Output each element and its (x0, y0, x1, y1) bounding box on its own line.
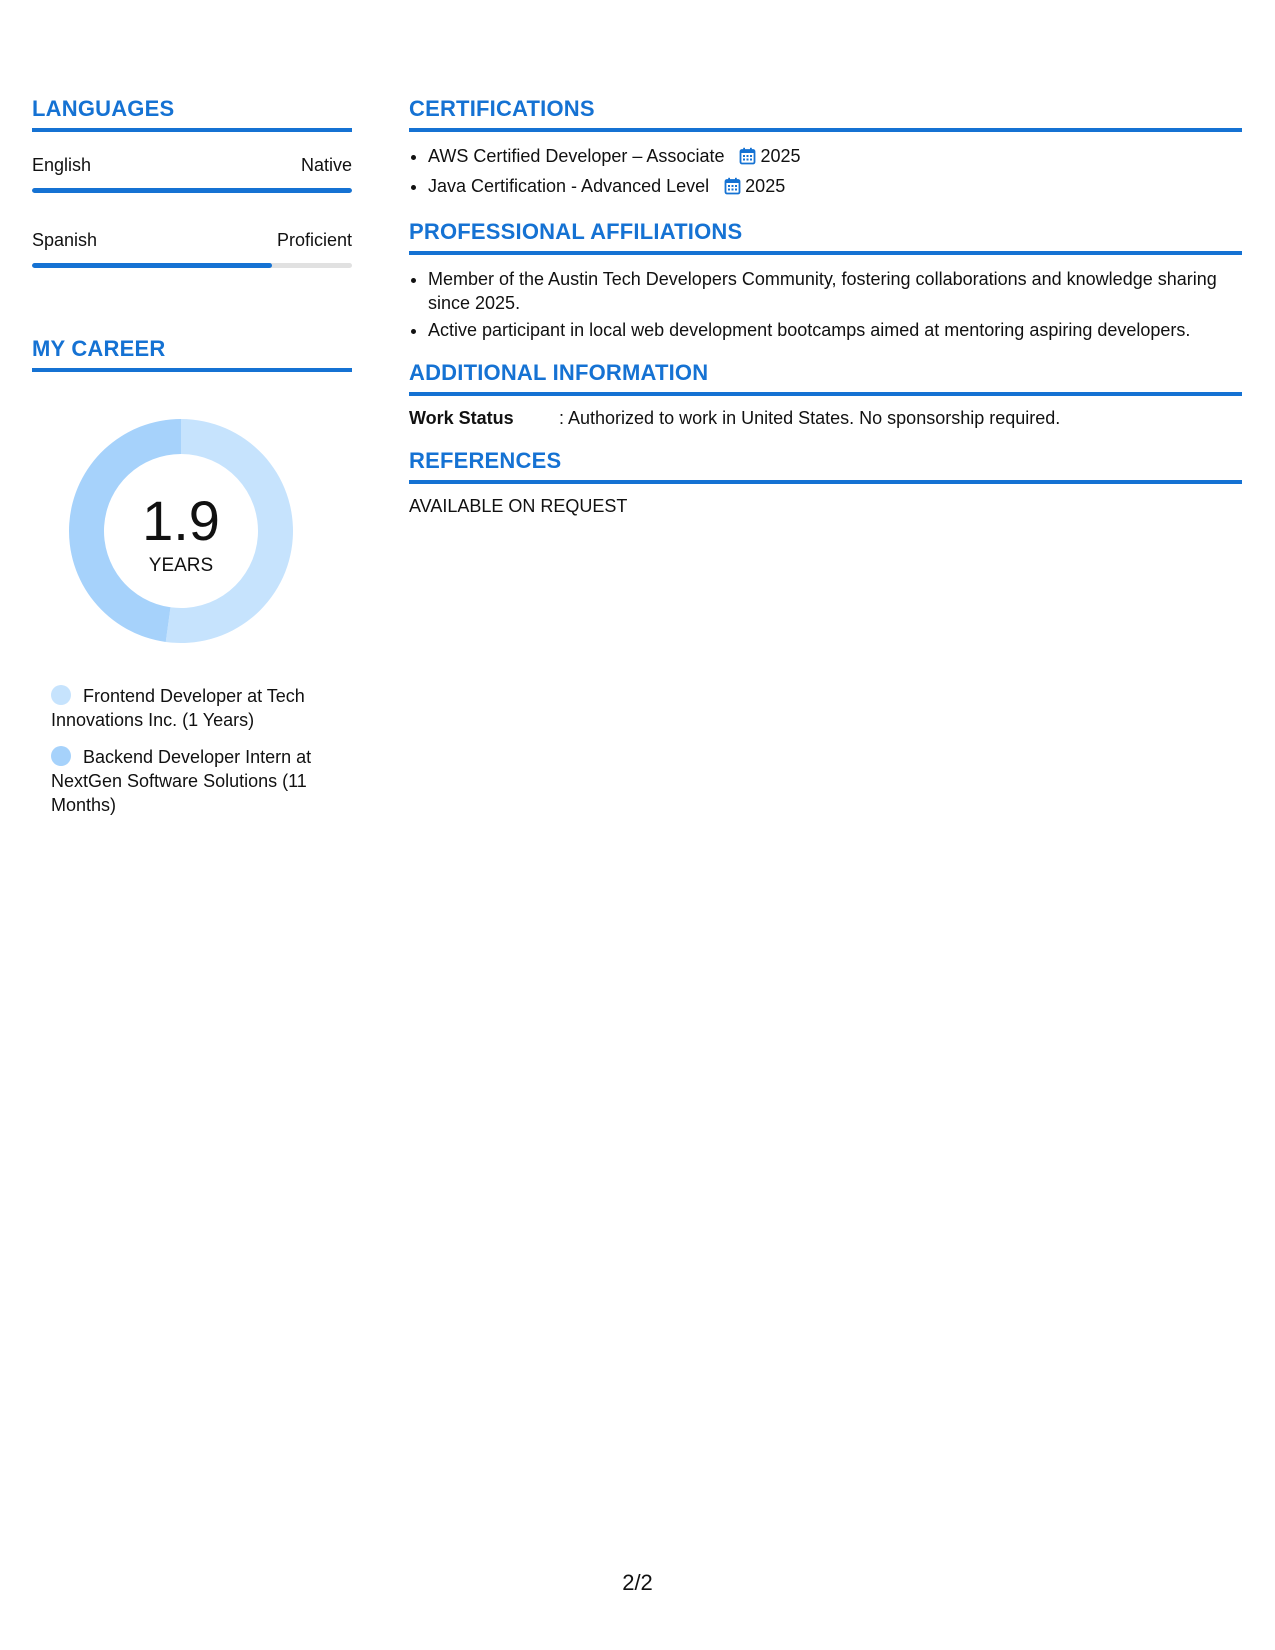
page-number: 2/2 (622, 1570, 653, 1595)
legend-dot (51, 685, 71, 705)
certification-item (428, 144, 1242, 171)
career-donut-chart (66, 416, 296, 646)
language-name: Spanish (32, 230, 98, 250)
legend-dot (51, 746, 71, 766)
career-total-value: 1.9 (142, 489, 220, 552)
additional-info-section (409, 360, 1242, 430)
certification-item (428, 174, 1242, 201)
certifications-section (409, 96, 1242, 201)
legend-label: Backend Developer Intern at NextGen Software Solutions (11 Months) (51, 747, 312, 815)
calendar-icon (724, 177, 741, 201)
career-section (32, 336, 352, 830)
affiliations-section (409, 219, 1242, 342)
career-total-unit: YEARS (148, 555, 214, 576)
language-item (32, 229, 352, 268)
language-proficiency-fill (32, 263, 272, 268)
affiliation-item: • Active participant in local web development bootcamps aimed at mentoring aspiring developers. (428, 318, 1242, 342)
language-proficiency-bar (32, 263, 352, 268)
certifications-list (409, 144, 1242, 201)
additional-info-title: ADDITIONAL INFORMATION (409, 360, 1242, 396)
languages-section (32, 96, 352, 268)
references-text: AVAILABLE ON REQUEST (409, 496, 628, 516)
work-status-label: Work Status (409, 408, 514, 428)
language-proficiency-fill (32, 188, 352, 193)
certifications-title: CERTIFICATIONS (409, 96, 1242, 132)
info-row (409, 406, 1242, 430)
affiliation-item: • Member of the Austin Tech Developers Community, fostering collaborations and knowledge sharing since 2025. (428, 267, 1242, 315)
affiliations-title: PROFESSIONAL AFFILIATIONS (409, 219, 1242, 255)
language-level: Native (300, 155, 352, 175)
right-column (409, 96, 1242, 518)
language-name: English (32, 155, 92, 175)
certification-name: AWS Certified Developer – Associate (428, 146, 725, 166)
legend-item (51, 684, 336, 732)
work-status-value: : Authorized to work in United States. No sponsorship required. (559, 408, 1061, 428)
career-legend (32, 684, 336, 817)
certification-name: Java Certification - Advanced Level (428, 176, 710, 196)
references-title: REFERENCES (409, 448, 1242, 484)
legend-label: Frontend Developer at Tech Innovations Inc. (1 Years) (51, 686, 305, 730)
language-level: Proficient (276, 230, 352, 250)
languages-title: LANGUAGES (32, 96, 352, 132)
affiliations-list (409, 267, 1242, 342)
certification-year: 2025 (760, 146, 801, 166)
left-column (32, 96, 352, 815)
calendar-icon (739, 147, 756, 171)
language-item (32, 154, 352, 193)
references-section (409, 448, 1242, 518)
certification-year: 2025 (745, 176, 786, 196)
career-title: MY CAREER (32, 336, 352, 372)
legend-item (51, 745, 336, 817)
language-proficiency-bar (32, 188, 352, 193)
